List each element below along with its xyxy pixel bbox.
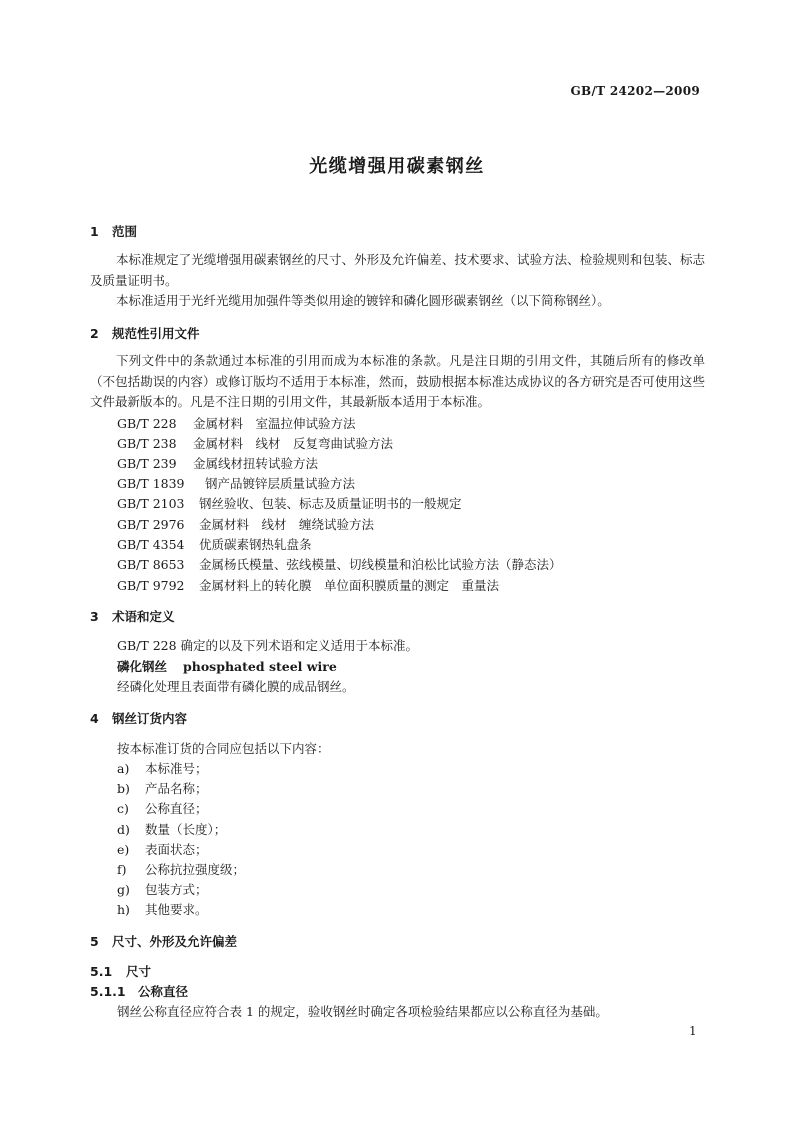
list-item: [117, 759, 208, 777]
reference-title: 金属材料 线材 缠绕试验方法: [199, 517, 375, 532]
list-item-text: 其他要求。: [145, 902, 208, 917]
reference-title: 金属线材扭转试验方法: [193, 456, 319, 471]
reference-code: GB/T 238: [117, 436, 177, 451]
list-item: [117, 880, 208, 898]
order-intro: 按本标准订货的合同应包括以下内容：: [117, 741, 330, 756]
reference-code: GB/T 2976: [117, 517, 185, 532]
list-item: [117, 860, 245, 878]
reference-title: 金属材料上的转化膜 单位面积膜质量的测定 重量法: [199, 578, 500, 593]
section-heading-scope: [90, 222, 137, 240]
term-entry: [117, 657, 337, 675]
reference-title: 优质碳素钢热轧盘条: [199, 537, 312, 552]
section-title: 规范性引用文件: [112, 326, 200, 341]
document-title: 光缆增强用碳素钢丝: [309, 156, 485, 177]
section-number: 5: [90, 934, 99, 949]
reference-item: [117, 494, 462, 512]
reference-item: [117, 515, 374, 533]
list-item-label: f): [117, 862, 127, 877]
term-definition: 经磷化处理且表面带有磷化膜的成品钢丝。: [117, 679, 355, 694]
list-item-text: 公称直径；: [145, 801, 208, 816]
section-number: 4: [90, 711, 99, 726]
subsection-number: 5.1: [90, 964, 113, 979]
section-heading-normative-references: [90, 324, 200, 342]
reference-item: [117, 555, 562, 573]
reference-title: 金属杨氏模量、弦线模量、切线模量和泊松比试验方法（静态法）: [199, 557, 562, 572]
reference-code: GB/T 4354: [117, 537, 185, 552]
section-title: 术语和定义: [112, 609, 175, 624]
reference-code: GB/T 239: [117, 456, 177, 471]
list-item-text: 公称抗拉强度级；: [145, 862, 246, 877]
reference-code: GB/T 1839: [117, 476, 185, 491]
scope-paragraph-2: 本标准适用于光纤光缆用加强件等类似用途的镀锌和磷化圆形碳素钢丝（以下简称钢丝）。: [116, 293, 610, 308]
reference-code: GB/T 8653: [117, 557, 185, 572]
list-item: [117, 840, 208, 858]
list-item-text: 数量（长度）；: [145, 822, 227, 837]
list-item-label: a): [117, 761, 130, 776]
list-item-text: 本标准号；: [145, 761, 208, 776]
reference-code: GB/T 2103: [117, 496, 185, 511]
section-number: 2: [90, 326, 99, 341]
reference-item: [117, 414, 356, 432]
section-number: 3: [90, 609, 99, 624]
list-item-text: 产品名称；: [145, 781, 208, 796]
section-heading-order-content: [90, 709, 187, 727]
list-item-text: 表面状态；: [145, 842, 208, 857]
reference-title: 金属材料 室温拉伸试验方法: [193, 416, 356, 431]
section-title: 尺寸、外形及允许偏差: [112, 934, 238, 949]
nominal-diameter-text: 钢丝公称直径应符合表 1 的规定，验收钢丝时确定各项检验结果都应以公称直径为基础。: [117, 1004, 608, 1019]
reference-item: [117, 434, 393, 452]
scope-paragraph-1: 本标准规定了光缆增强用碳素钢丝的尺寸、外形及允许偏差、技术要求、试验方法、检验规则和包装、标志及质量证明书。: [90, 252, 705, 288]
list-item-label: d): [117, 822, 130, 837]
list-item: [117, 900, 208, 918]
list-item-label: h): [117, 902, 130, 917]
subsubsection-heading-nominal-diameter: [90, 982, 188, 1000]
list-item-label: b): [117, 781, 130, 796]
page-number: 1: [689, 1024, 697, 1038]
reference-title: 钢丝验收、包装、标志及质量证明书的一般规定: [199, 496, 462, 511]
list-item: [117, 779, 208, 797]
reference-title: 金属材料 线材 反复弯曲试验方法: [193, 436, 394, 451]
list-item: [117, 820, 226, 838]
list-item-text: 包装方式；: [145, 882, 208, 897]
section-title: 范围: [112, 224, 138, 239]
reference-item: [117, 474, 355, 492]
list-item: [117, 799, 208, 817]
terms-intro: GB/T 228 确定的以及下列术语和定义适用于本标准。: [117, 638, 419, 653]
reference-code: GB/T 228: [117, 416, 177, 431]
reference-code: GB/T 9792: [117, 578, 185, 593]
reference-item: [117, 454, 318, 472]
section-heading-terms: [90, 607, 175, 625]
list-item-label: g): [117, 882, 130, 897]
subsection-heading-size: [90, 962, 151, 980]
reference-item: [117, 535, 312, 553]
standard-number: GB/T 24202—2009: [570, 84, 700, 98]
section-title: 钢丝订货内容: [112, 711, 188, 726]
section-number: 1: [90, 224, 99, 239]
subsubsection-number: 5.1.1: [90, 984, 126, 999]
section-heading-dimensions: [90, 932, 237, 950]
term-chinese: 磷化钢丝: [117, 659, 168, 674]
subsubsection-title: 公称直径: [138, 984, 189, 999]
reference-title: 钢产品镀锌层质量试验方法: [205, 476, 356, 491]
list-item-label: c): [117, 801, 129, 816]
list-item-label: e): [117, 842, 130, 857]
term-english: phosphated steel wire: [183, 659, 337, 674]
normative-intro-paragraph: 下列文件中的条款通过本标准的引用而成为本标准的条款。凡是注日期的引用文件，其随后所有的修改单（不包括勘误的内容）或修订版均不适用于本标准，然而，鼓励根据本标准达成协议的各方研究是否可使用这些文件最新版本的。凡是不注日期的引用文件，其最新版本适用于本标准。: [90, 353, 705, 409]
reference-item: [117, 576, 499, 594]
subsection-title: 尺寸: [126, 964, 152, 979]
